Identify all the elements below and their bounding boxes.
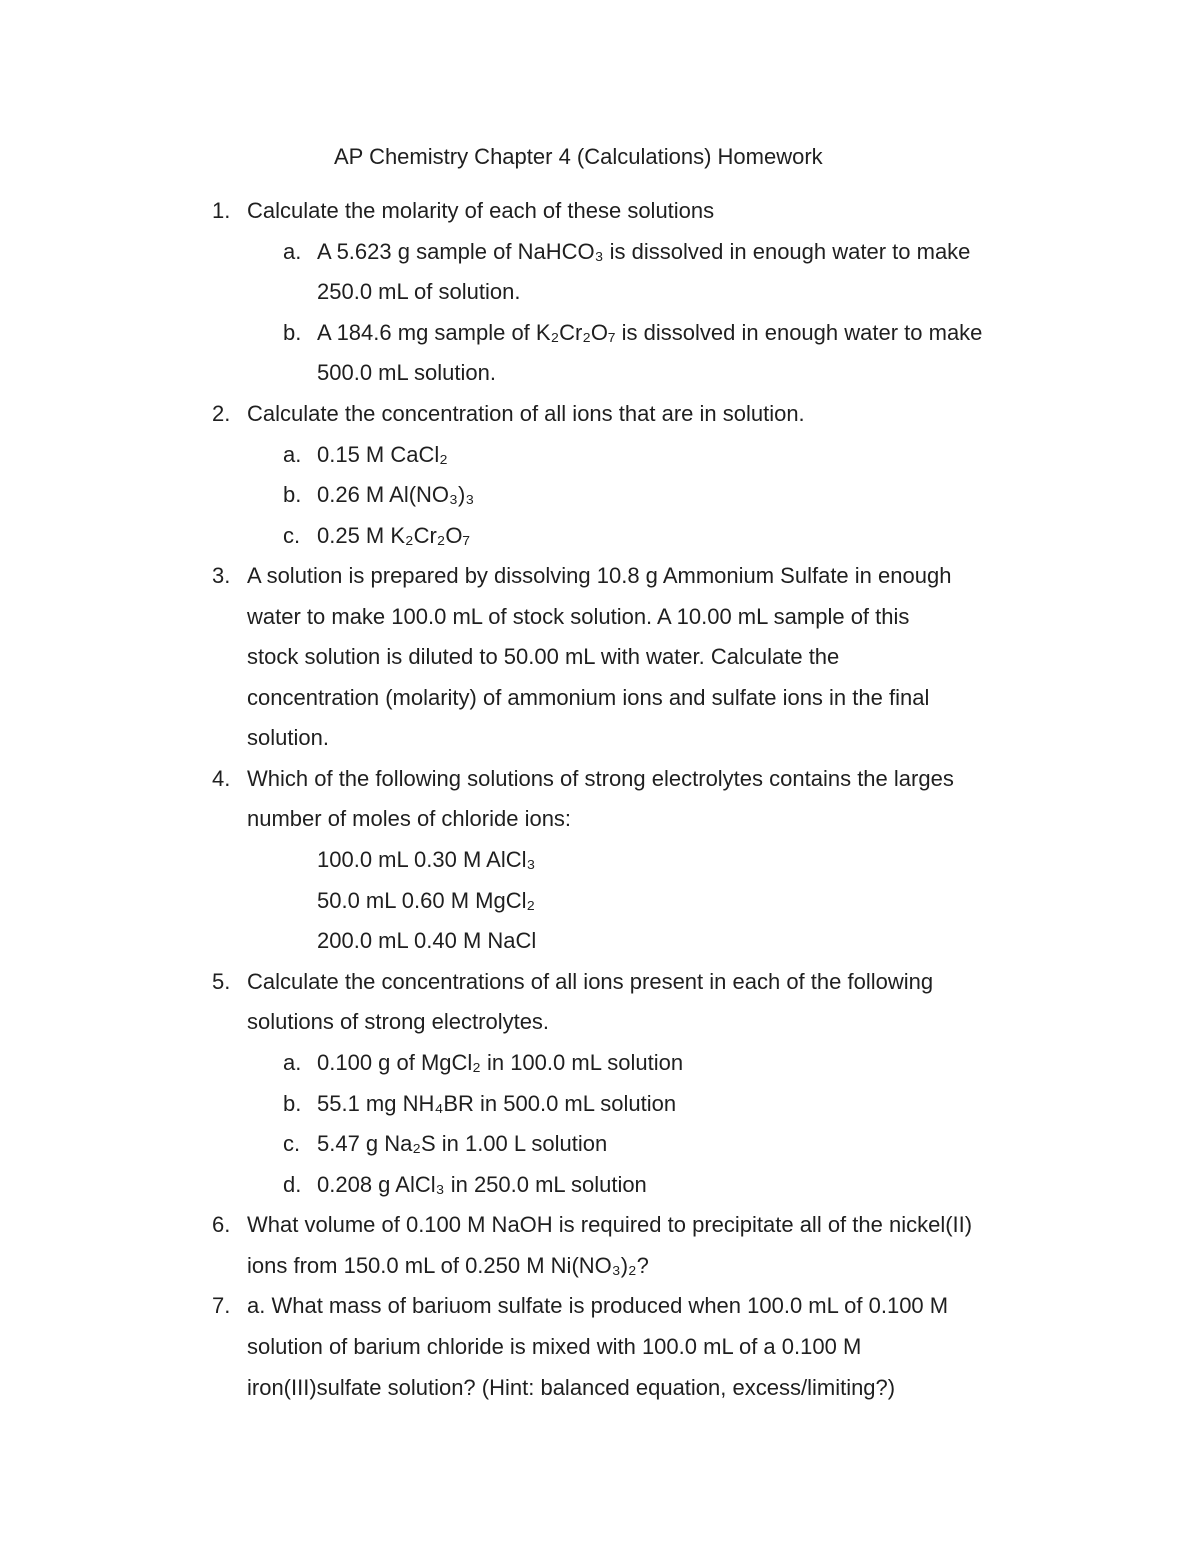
part-text: 500.0 mL solution. [317, 360, 496, 385]
question-text: solution of barium chloride is mixed with 100.0 mL of a 0.100 M [247, 1334, 862, 1359]
part-letter: a. [283, 1050, 302, 1075]
part-text: 0.100 g of MgCl₂ in 100.0 mL solution [317, 1050, 684, 1075]
question-text: ions from 150.0 mL of 0.250 M Ni(NO₃)₂? [247, 1253, 649, 1278]
answer-option: 50.0 mL 0.60 M MgCl₂ [317, 888, 536, 913]
part-text: A 5.623 g sample of NaHCO₃ is dissolved in enough water to make [317, 239, 971, 264]
question-text: Calculate the molarity of each of these solutions [247, 198, 715, 223]
question-number: 4. [212, 766, 231, 791]
part-text: A 184.6 mg sample of K₂Cr₂O₇ is dissolved in enough water to make [317, 320, 983, 345]
part-letter: b. [283, 482, 302, 507]
question-text: stock solution is diluted to 50.00 mL with water. Calculate the [247, 644, 840, 669]
question-text: What volume of 0.100 M NaOH is required to precipitate all of the nickel(II) [247, 1212, 973, 1237]
question-number: 7. [212, 1293, 231, 1318]
part-text: 0.208 g AlCl₃ in 250.0 mL solution [317, 1172, 647, 1197]
part-letter: a. [283, 442, 302, 467]
part-text: 55.1 mg NH₄BR in 500.0 mL solution [317, 1091, 677, 1116]
part-text: 250.0 mL of solution. [317, 279, 521, 304]
question-text: Calculate the concentration of all ions that are in solution. [247, 401, 805, 426]
question-number: 6. [212, 1212, 231, 1237]
part-letter: a. [283, 239, 302, 264]
page-title: AP Chemistry Chapter 4 (Calculations) Homework [334, 144, 823, 169]
part-letter: c. [283, 523, 301, 548]
answer-option: 200.0 mL 0.40 M NaCl [317, 928, 537, 953]
question-text: a. What mass of bariuom sulfate is produced when 100.0 mL of 0.100 M [247, 1293, 949, 1318]
question-text: number of moles of chloride ions: [247, 806, 572, 831]
question-number: 2. [212, 401, 231, 426]
part-letter: b. [283, 1091, 302, 1116]
part-text: 5.47 g Na₂S in 1.00 L solution [317, 1131, 608, 1156]
question-text: Calculate the concentrations of all ions present in each of the following [247, 969, 934, 994]
question-number: 1. [212, 198, 231, 223]
question-text: concentration (molarity) of ammonium ions and sulfate ions in the final [247, 685, 930, 710]
question-text: water to make 100.0 mL of stock solution. A 10.00 mL sample of this [247, 604, 910, 629]
part-letter: d. [283, 1172, 302, 1197]
question-text: solution. [247, 725, 329, 750]
question-text: A solution is prepared by dissolving 10.8 g Ammonium Sulfate in enough [247, 563, 952, 588]
part-text: 0.25 M K₂Cr₂O₇ [317, 523, 471, 548]
part-letter: c. [283, 1131, 301, 1156]
part-text: 0.15 M CaCl₂ [317, 442, 448, 467]
part-text: 0.26 M Al(NO₃)₃ [317, 482, 475, 507]
answer-option: 100.0 mL 0.30 M AlCl₃ [317, 847, 536, 872]
question-text: Which of the following solutions of strong electrolytes contains the larges [247, 766, 954, 791]
question-text: iron(III)sulfate solution? (Hint: balanced equation, excess/limiting?) [247, 1375, 896, 1400]
question-text: solutions of strong electrolytes. [247, 1009, 550, 1034]
question-number: 5. [212, 969, 231, 994]
question-number: 3. [212, 563, 231, 588]
part-letter: b. [283, 320, 302, 345]
